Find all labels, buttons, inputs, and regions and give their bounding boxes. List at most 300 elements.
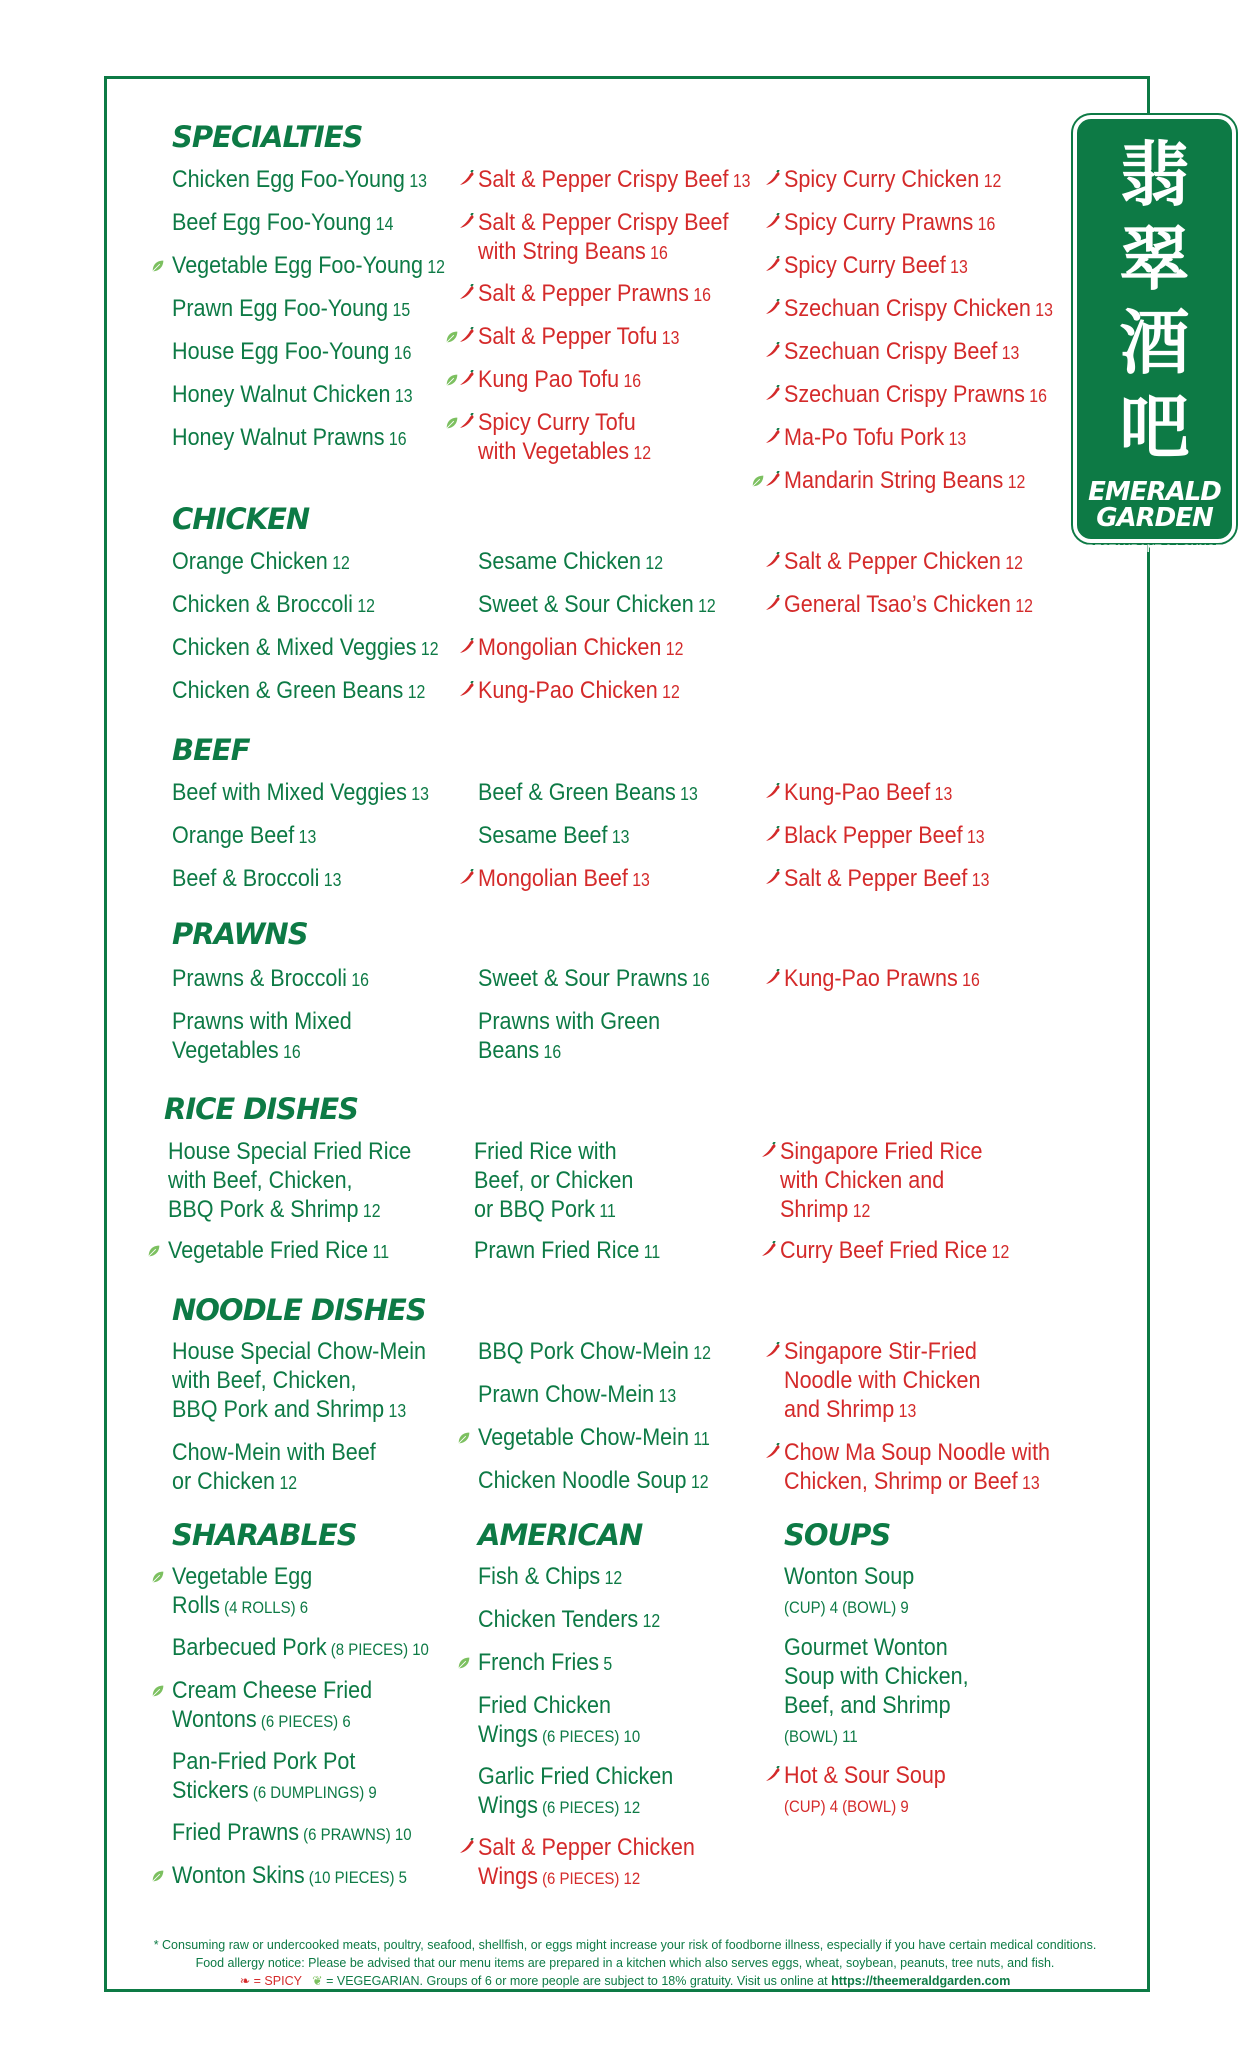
menu-item-name: Prawns with Mixed	[172, 1008, 352, 1035]
leaf-icon	[150, 1683, 168, 1701]
menu-item-price: 13	[967, 870, 990, 890]
menu-item-price: 12	[661, 639, 684, 659]
menu-item-price: 12	[352, 596, 375, 616]
menu-item-price: 12	[600, 1568, 623, 1588]
menu-item-name: with Vegetables	[478, 438, 630, 465]
chili-pepper-icon	[764, 385, 782, 403]
menu-item-price: 12	[657, 682, 680, 702]
menu-item-name: Fried Rice with	[474, 1138, 617, 1165]
menu-item-name: Vegetable Fried Rice	[168, 1237, 369, 1264]
menu-item	[478, 323, 679, 352]
footer-disclaimer	[130, 1936, 1120, 1990]
menu-item-price: 16	[389, 343, 412, 363]
footer-line-1: * Consuming raw or undercooked meats, poultry, seafood, shellfish, or eggs might increase your risk of foodborne illness, especially if you have certain medical conditions.	[153, 1938, 1097, 1952]
menu-item-price: 12	[1003, 472, 1026, 492]
menu-item-name: Ma-Po Tofu Pork	[784, 424, 945, 451]
menu-item-line	[478, 822, 629, 851]
menu-item-name: Chow Ma Soup Noodle with	[784, 1439, 1051, 1466]
menu-item-price: 11	[688, 1429, 710, 1449]
menu-item-name: Orange Beef	[172, 822, 295, 849]
menu-item-name: French Fries	[478, 1649, 600, 1676]
menu-item-line	[168, 1196, 411, 1225]
website-link[interactable]: https://theemeraldgarden.com	[831, 1974, 1011, 1988]
chili-pepper-icon	[458, 638, 476, 656]
menu-item-price: (8 PIECES) 10	[326, 1640, 429, 1659]
chili-pepper-icon	[764, 256, 782, 274]
menu-item	[478, 209, 728, 267]
section-chicken: CHICKEN	[172, 502, 310, 536]
menu-item-price: 13	[384, 1401, 407, 1421]
menu-item-name: House Egg Foo-Young	[172, 338, 390, 365]
section-american: AMERICAN	[478, 1518, 643, 1552]
menu-item-name: Shrimp	[780, 1196, 849, 1223]
menu-item-line	[172, 779, 429, 808]
menu-item-line	[478, 1763, 673, 1792]
menu-item	[172, 1748, 377, 1807]
section-rice-dishes: RICE DISHES	[164, 1092, 359, 1126]
menu-item-price: 13	[728, 171, 751, 191]
menu-item-line	[784, 1367, 981, 1396]
menu-item	[172, 1819, 412, 1849]
menu-item-name: Beef & Broccoli	[172, 865, 320, 892]
chili-pepper-icon	[458, 284, 476, 302]
menu-item-name: Salt & Pepper Prawns	[478, 280, 689, 307]
menu-item	[784, 209, 995, 238]
menu-item-name: Cream Cheese Fried	[172, 1677, 373, 1704]
menu-item-line	[784, 1791, 946, 1821]
menu-item	[474, 1237, 660, 1266]
menu-item-price: 13	[675, 784, 698, 804]
menu-item-name: Prawn Egg Foo-Young	[172, 295, 389, 322]
menu-item-line	[478, 1381, 676, 1410]
menu-item-line	[478, 1834, 695, 1863]
menu-item-line	[172, 1592, 312, 1622]
menu-item-line	[784, 295, 1053, 324]
menu-item-line	[478, 1563, 622, 1592]
menu-item-line	[784, 822, 985, 851]
menu-item	[478, 965, 710, 994]
menu-item-name: Wonton Soup	[784, 1563, 915, 1590]
menu-item	[478, 1834, 695, 1893]
menu-item-line	[478, 548, 663, 577]
menu-item	[478, 1692, 640, 1751]
chili-pepper-icon	[458, 213, 476, 231]
menu-item	[172, 779, 429, 808]
menu-item-name: Chicken Tenders	[478, 1606, 639, 1633]
menu-item-price: 12	[1010, 596, 1033, 616]
footer-line-3	[130, 1972, 1120, 1990]
menu-item-line	[172, 209, 393, 238]
menu-item-line	[172, 166, 427, 195]
menu-item-name: Prawn Chow-Mein	[478, 1381, 655, 1408]
section-prawns: PRAWNS	[172, 917, 308, 951]
menu-item-name: Fish & Chips	[478, 1563, 601, 1590]
menu-item-price: 13	[319, 870, 342, 890]
menu-item-name: Beef with Mixed Veggies	[172, 779, 407, 806]
chili-pepper-icon	[764, 170, 782, 188]
menu-item-price: 12	[848, 1201, 871, 1221]
section-specialties: SPECIALTIES	[172, 120, 363, 154]
leaf-icon	[456, 1430, 474, 1448]
menu-item-price: 16	[957, 970, 980, 990]
leaf-icon	[444, 329, 462, 347]
menu-item-price: 13	[997, 343, 1020, 363]
menu-item-line	[172, 1338, 426, 1367]
menu-item	[172, 1862, 407, 1892]
menu-item-line	[172, 295, 410, 324]
menu-item	[478, 779, 698, 808]
chili-pepper-icon	[764, 595, 782, 613]
menu-item-line	[478, 865, 650, 894]
menu-item-name: Singapore Stir-Fried	[784, 1338, 977, 1365]
menu-item-name: Sesame Chicken	[478, 548, 641, 575]
menu-item-name: Curry Beef Fried Rice	[780, 1237, 988, 1264]
chili-pepper-icon	[764, 1342, 782, 1360]
menu-item-name: Chow-Mein with Beef	[172, 1439, 376, 1466]
menu-item-name: Spicy Curry Tofu	[478, 409, 636, 436]
menu-item-line	[784, 1762, 946, 1791]
menu-item-line	[172, 1706, 372, 1736]
logo-hanzi-2: 翠	[1119, 217, 1190, 300]
menu-item-name: Sweet & Sour Prawns	[478, 965, 688, 992]
menu-item-price: (6 PIECES) 6	[256, 1712, 351, 1731]
menu-item-name: Chicken Egg Foo-Young	[172, 166, 405, 193]
menu-item-line	[784, 338, 1019, 367]
menu-item	[478, 366, 641, 395]
chili-pepper-icon	[458, 170, 476, 188]
menu-item-line	[478, 1863, 695, 1893]
menu-item	[478, 865, 650, 894]
menu-item-price: 12	[979, 171, 1002, 191]
logo-hanzi-3: 酒	[1119, 301, 1190, 384]
menu-item-name: Kung-Pao Beef	[784, 779, 931, 806]
menu-item-name: with Beef, Chicken,	[172, 1367, 357, 1394]
menu-item-price: 12	[403, 682, 426, 702]
menu-item	[784, 779, 952, 808]
menu-item-name: Chicken & Mixed Veggies	[172, 634, 417, 661]
menu-item-line	[478, 1424, 710, 1453]
chili-pepper-icon	[764, 213, 782, 231]
menu-item-price: 13	[404, 171, 427, 191]
menu-item	[172, 295, 410, 324]
chili-pepper-icon	[458, 869, 476, 887]
menu-item-price: 12	[987, 1242, 1010, 1262]
menu-item-name: Wontons	[172, 1706, 257, 1733]
menu-item	[784, 424, 966, 453]
menu-item-name: Pan-Fried Pork Pot	[172, 1748, 356, 1775]
leaf-icon	[456, 1655, 474, 1673]
menu-item-price: 12	[327, 553, 350, 573]
menu-item-name: BBQ Pork & Shrimp	[168, 1196, 359, 1223]
menu-item	[478, 1008, 660, 1066]
menu-item-name: with Beef, Chicken,	[168, 1167, 353, 1194]
menu-item-name: Chicken, Shrimp or Beef	[784, 1468, 1018, 1495]
menu-item	[172, 865, 341, 894]
menu-item-price: 13	[962, 827, 985, 847]
menu-item-name: with Chicken and	[780, 1167, 945, 1194]
menu-item-line	[474, 1167, 633, 1196]
menu-item	[172, 252, 445, 281]
menu-item-line	[172, 591, 375, 620]
menu-item-line	[478, 1037, 660, 1066]
menu-item	[172, 965, 369, 994]
menu-item-line	[478, 238, 728, 267]
menu-item	[784, 338, 1019, 367]
menu-item-name: Beef Egg Foo-Young	[172, 209, 372, 236]
menu-item-name: Vegetable Egg	[172, 1563, 313, 1590]
menu-item	[784, 1439, 1050, 1497]
menu-item-line	[172, 865, 341, 894]
menu-item-line	[784, 548, 1023, 577]
menu-item-line	[478, 166, 750, 195]
menu-item-line	[172, 1677, 372, 1706]
menu-item	[172, 1677, 372, 1736]
menu-item-price: 13	[930, 784, 953, 804]
menu-item-price: 15	[388, 300, 411, 320]
menu-item-price: 13	[1017, 1473, 1040, 1493]
menu-item-price: 16	[278, 1042, 301, 1062]
menu-item-price: (CUP) 4 (BOWL) 9	[784, 1598, 909, 1617]
legend-spicy-label: = SPICY	[250, 1974, 302, 1988]
menu-item	[172, 591, 375, 620]
menu-item	[478, 166, 750, 195]
menu-item-line	[780, 1167, 983, 1196]
menu-item	[172, 381, 413, 410]
menu-item-line	[172, 1634, 429, 1664]
menu-item	[784, 1563, 914, 1622]
menu-item-price: 13	[390, 386, 413, 406]
menu-item-line	[780, 1237, 1009, 1266]
menu-item	[478, 1563, 622, 1592]
menu-item-name: Wings	[478, 1721, 538, 1748]
menu-item-line	[784, 252, 968, 281]
menu-item-name: Spicy Curry Chicken	[784, 166, 980, 193]
menu-item-line	[784, 591, 1033, 620]
menu-item-price: (6 PIECES) 12	[537, 1798, 641, 1817]
menu-item	[780, 1138, 983, 1225]
menu-item	[172, 166, 427, 195]
menu-item-name: Fried Chicken	[478, 1692, 612, 1719]
menu-item-line	[172, 965, 369, 994]
menu-item-line	[172, 677, 425, 706]
legend-chili-icon: ❧	[239, 1974, 251, 1988]
menu-item-line	[780, 1196, 983, 1225]
menu-item-price: 13	[294, 827, 317, 847]
menu-item-line	[478, 1467, 709, 1496]
menu-item	[478, 1424, 710, 1453]
menu-item-line	[784, 467, 1025, 496]
menu-item	[784, 295, 1053, 324]
chili-pepper-icon	[764, 826, 782, 844]
menu-item	[784, 1762, 946, 1821]
menu-item-price: 16	[346, 970, 369, 990]
menu-item-price: 13	[657, 328, 680, 348]
menu-item-price: 12	[640, 553, 664, 573]
menu-item-line	[478, 677, 680, 706]
menu-item-price: 13	[406, 784, 429, 804]
chili-pepper-icon	[764, 428, 782, 446]
menu-item	[478, 1763, 673, 1822]
menu-item	[784, 1338, 981, 1425]
menu-item-name: Noodle with Chicken	[784, 1367, 981, 1394]
menu-item-line	[478, 323, 679, 352]
menu-item	[172, 1338, 426, 1425]
menu-item-line	[172, 1819, 412, 1849]
menu-item-name: Black Pepper Beef	[784, 822, 963, 849]
menu-item-price: 5	[599, 1654, 613, 1674]
menu-item-name: Beef, and Shrimp	[784, 1692, 951, 1719]
menu-item	[172, 1439, 376, 1497]
menu-item-price: 12	[422, 257, 445, 277]
menu-item-line	[478, 409, 651, 438]
menu-item-name: Beef & Green Beans	[478, 779, 676, 806]
menu-item	[168, 1237, 389, 1266]
leaf-icon	[150, 1868, 168, 1886]
menu-item-price: 16	[539, 1042, 562, 1062]
footer-gratuity: Groups of 6 or more people are subject to 18% gratuity. Visit us online at	[423, 1974, 832, 1988]
menu-item-price: 12	[416, 639, 439, 659]
menu-item-price: 16	[688, 285, 711, 305]
menu-item-line	[478, 779, 698, 808]
menu-item-line	[478, 1338, 711, 1367]
menu-item-price: 14	[371, 214, 394, 234]
menu-item-name: Kung-Pao Chicken	[478, 677, 658, 704]
menu-item	[478, 1338, 711, 1367]
leaf-icon	[750, 473, 768, 491]
menu-item	[784, 1634, 969, 1751]
menu-item-name: Wings	[478, 1792, 538, 1819]
menu-item-name: Sweet & Sour Chicken	[478, 591, 694, 618]
menu-item-line	[172, 1748, 377, 1777]
menu-item-name: Prawns & Broccoli	[172, 965, 347, 992]
chili-pepper-icon	[458, 1838, 476, 1856]
leaf-icon	[146, 1243, 164, 1261]
menu-item	[168, 1138, 411, 1225]
menu-item-price: 16	[687, 970, 710, 990]
menu-item-name: Vegetable Chow-Mein	[478, 1424, 689, 1451]
menu-item-name: Szechuan Crispy Beef	[784, 338, 998, 365]
menu-item-price: 13	[894, 1401, 917, 1421]
menu-item-name: Fried Prawns	[172, 1819, 300, 1846]
menu-item-price: (BOWL) 11	[784, 1727, 858, 1746]
menu-item-line	[478, 1606, 660, 1635]
menu-item-line	[478, 591, 716, 620]
menu-item-line	[784, 1338, 981, 1367]
menu-item-price: 13	[944, 429, 967, 449]
menu-item-name: House Special Fried Rice	[168, 1138, 412, 1165]
menu-item-name: or BBQ Pork	[474, 1196, 596, 1223]
menu-item-line	[780, 1138, 983, 1167]
logo-name-line2: GARDEN	[1096, 503, 1213, 533]
menu-item	[474, 1138, 633, 1225]
menu-item-line	[172, 424, 407, 453]
menu-item-line	[172, 1008, 352, 1037]
menu-item-name: Singapore Fried Rice	[780, 1138, 983, 1165]
menu-item	[172, 634, 439, 663]
menu-item-line	[784, 1692, 969, 1721]
menu-item-line	[474, 1196, 633, 1225]
menu-item-line	[784, 424, 966, 453]
menu-item	[478, 677, 680, 706]
menu-item	[784, 965, 980, 994]
menu-item-name: and Shrimp	[784, 1396, 895, 1423]
leaf-icon	[150, 1569, 168, 1587]
menu-item-line	[784, 779, 952, 808]
menu-item-name: Spicy Curry Beef	[784, 252, 946, 279]
menu-item-name: Chicken & Green Beans	[172, 677, 404, 704]
menu-item-name: Vegetables	[172, 1037, 279, 1064]
menu-item-name: Vegetable Egg Foo-Young	[172, 252, 423, 279]
menu-item-price: (6 PRAWNS) 10	[299, 1825, 412, 1844]
menu-item-price: 11	[595, 1201, 616, 1221]
menu-item-price: (10 PIECES) 5	[304, 1868, 407, 1887]
menu-item	[784, 822, 985, 851]
menu-item-name: Orange Chicken	[172, 548, 328, 575]
chili-pepper-icon	[764, 342, 782, 360]
menu-item-price: (6 PIECES) 10	[537, 1727, 641, 1746]
menu-item-line	[784, 1468, 1050, 1497]
menu-item-name: Salt & Pepper Beef	[784, 865, 968, 892]
menu-item-price: 12	[629, 443, 652, 463]
menu-item-price: 12	[686, 1472, 709, 1492]
menu-item-price: 13	[627, 870, 650, 890]
menu-item-line	[172, 822, 316, 851]
chili-pepper-icon	[764, 1766, 782, 1784]
menu-item-name: Soup with Chicken,	[784, 1663, 969, 1690]
menu-item-name: Salt & Pepper Chicken	[478, 1834, 695, 1861]
menu-item	[172, 822, 316, 851]
menu-item-price: (CUP) 4 (BOWL) 9	[784, 1797, 909, 1816]
chili-pepper-icon	[764, 299, 782, 317]
menu-item-line	[784, 1721, 969, 1751]
menu-item-name: Sesame Beef	[478, 822, 608, 849]
menu-item-line	[172, 1563, 312, 1592]
menu-item-name: Beef, or Chicken	[474, 1167, 634, 1194]
menu-item	[784, 252, 968, 281]
logo-subtitle: RESTAURANT & LOUNGE	[1086, 543, 1223, 555]
menu-item-name: Szechuan Crispy Chicken	[784, 295, 1031, 322]
menu-item-price: 11	[368, 1242, 390, 1262]
menu-item-name: Prawn Fried Rice	[474, 1237, 640, 1264]
leaf-icon	[444, 372, 462, 390]
menu-item-name: Rolls	[172, 1592, 220, 1619]
section-beef: BEEF	[172, 733, 250, 767]
menu-item-price: (6 DUMPLINGS) 9	[248, 1783, 377, 1802]
menu-item	[784, 865, 989, 894]
menu-item-price: 13	[1030, 300, 1053, 320]
menu-item-line	[784, 1563, 914, 1592]
menu-item-line	[784, 1439, 1050, 1468]
menu-item-price: 13	[654, 1386, 677, 1406]
menu-item	[172, 424, 407, 453]
menu-item-price: 13	[607, 827, 630, 847]
menu-item-name: Mongolian Beef	[478, 865, 628, 892]
menu-item	[172, 1008, 352, 1066]
menu-item-line	[784, 166, 1001, 195]
menu-item-name: Kung Pao Tofu	[478, 366, 620, 393]
chili-pepper-icon	[764, 869, 782, 887]
chili-pepper-icon	[764, 969, 782, 987]
leaf-icon	[150, 258, 168, 276]
menu-item-name: Stickers	[172, 1777, 249, 1804]
menu-item-line	[784, 1396, 981, 1425]
menu-item-price: 12	[1000, 553, 1023, 573]
menu-item-name: Salt & Pepper Crispy Beef	[478, 209, 729, 236]
menu-item-price: 12	[358, 1201, 381, 1221]
menu-item-name: Hot & Sour Soup	[784, 1762, 946, 1789]
menu-item	[478, 822, 629, 851]
menu-item-line	[172, 252, 445, 281]
